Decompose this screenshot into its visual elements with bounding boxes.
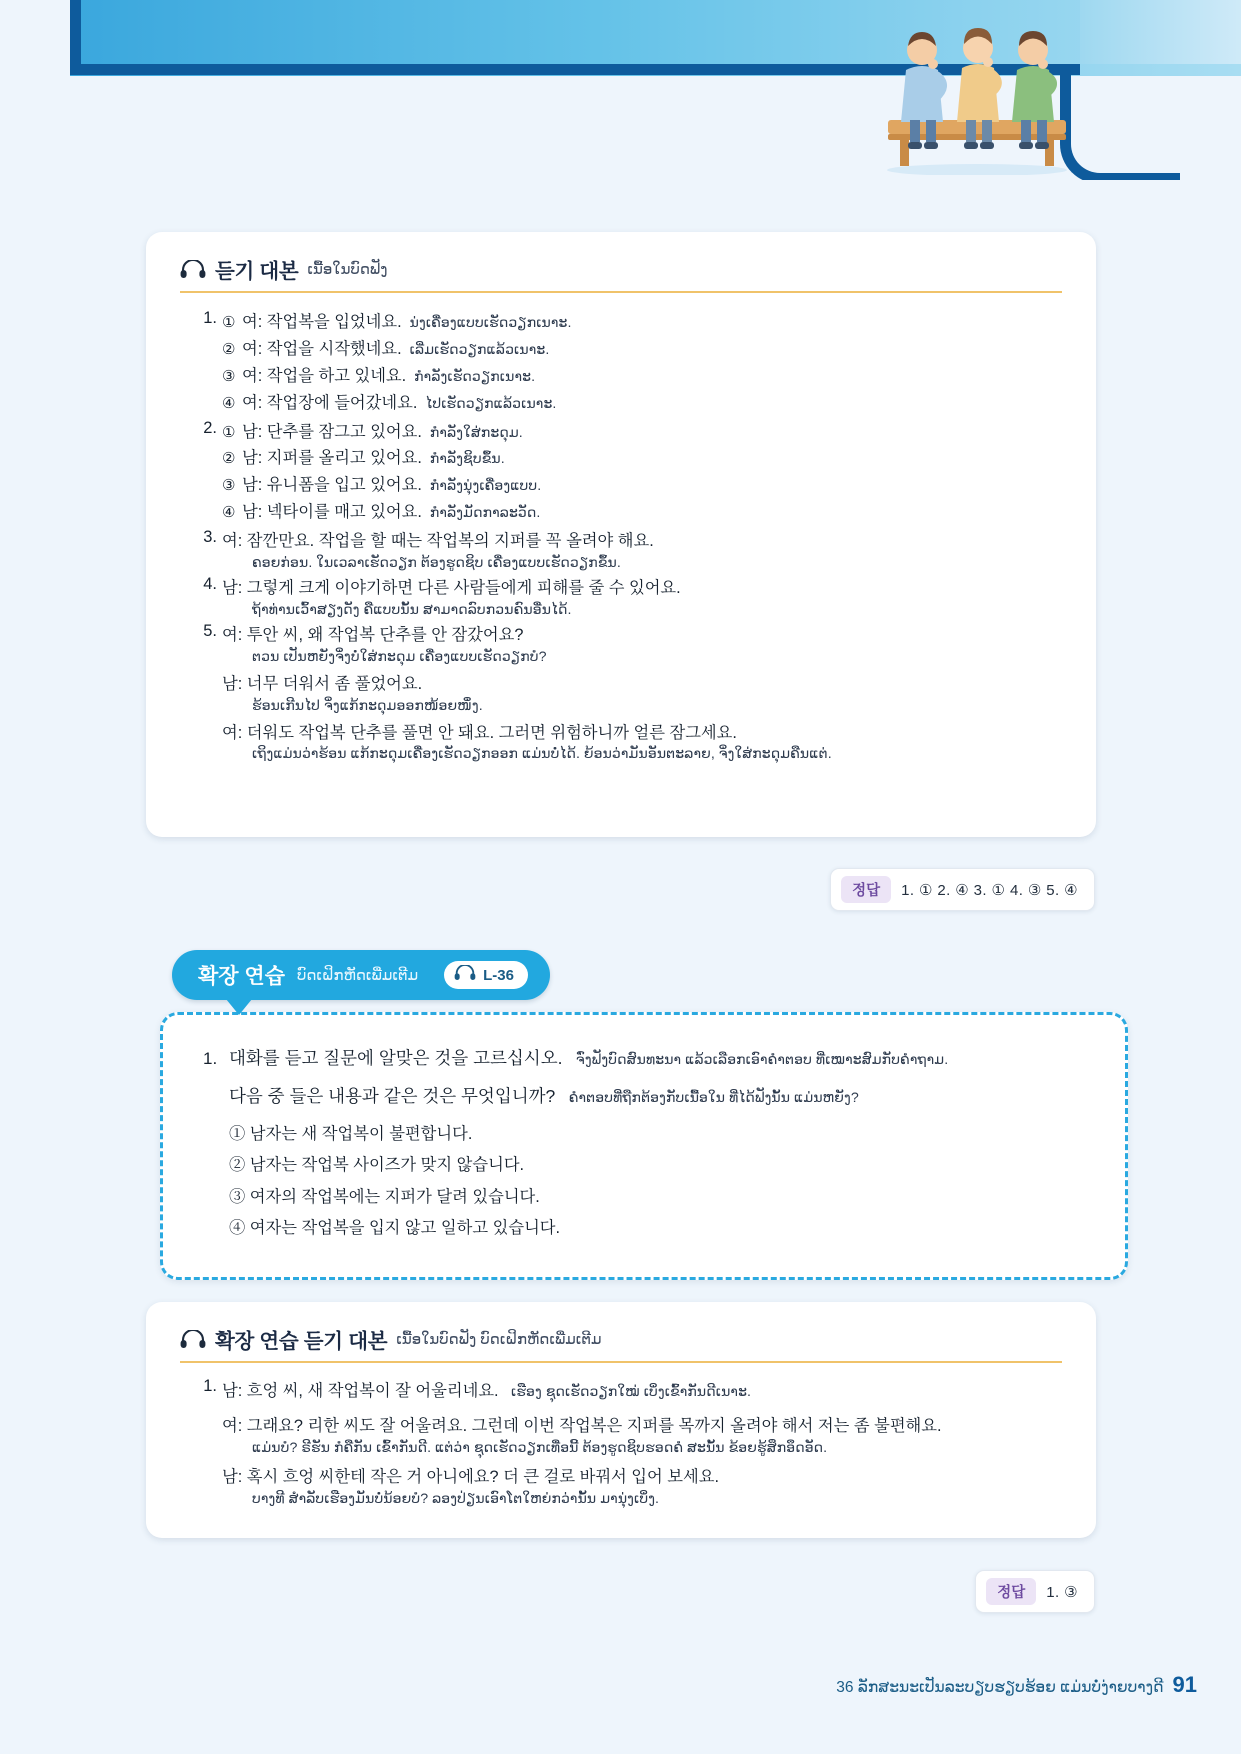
script-line-lo: ຮ້ອນເກີນໄປ ຈິ່ງແກ້ກະດຸມອອກໜ້ອຍໜຶ່ງ. [252, 697, 483, 714]
script-line-ko: 혹시 흐엉 씨한테 작은 거 아니에요? 더 큰 걸로 바꿔서 입어 보세요. [246, 1467, 719, 1486]
script-item [190, 309, 1056, 417]
sub-marker: ③ [222, 367, 236, 385]
answer-box [830, 868, 1095, 911]
script-item [190, 575, 1056, 618]
answer-label: 정답 [841, 876, 891, 903]
sub-line-lo: ກໍາລັງຊິບຂຶ້ນ. [429, 451, 505, 468]
listening-script-title-ko: 듣기 대본 [215, 260, 299, 283]
answer-label: 정답 [986, 1578, 1036, 1605]
headphone-icon [180, 260, 206, 278]
item-number: 1. [203, 309, 217, 327]
answer-choice[interactable]: ② 남자는 작업복 사이즈가 맞지 않습니다. [229, 1156, 525, 1175]
sub-line-lo: ກໍາລັງມັດກາລະວັດ. [429, 505, 541, 522]
sub-line-ko: 남: 단추를 잠그고 있어요. [242, 422, 422, 441]
script-line-ko: 흐엉 씨, 새 작업복이 잘 어울리네요. [246, 1382, 499, 1400]
extension-script-header [180, 1324, 1062, 1363]
script-line-lo: ເຮືອງ ຊຸດເຮັດວຽກໃໝ່ ເບິ່ງເຂົ້າກັນດີເນາະ. [511, 1384, 751, 1400]
extension-script-title-lo: ເນື້ອໃນບົດຟັງ ບົດເຝິກຫັດເພີ່ມເຕີມ [396, 1331, 602, 1348]
script-item [190, 622, 1056, 763]
script-line-lo: ເຖິງແມ່ນວ່າຮ້ອນ ແກ້ກະດຸມເຄື່ອງເຮັດວຽກອອກ ແມ່ນບໍ່ໄດ້. ຍ້ອນວ່າມັນອັນຕະລາຍ, ຈິ່ງໃສ່ກະດຸມຄືນແຕ່. [252, 746, 832, 763]
script-line-lo: ບາງທີ ສໍາລັບເຮືອງມັນບໍ່ນ້ອຍບໍ? ລອງປ່ຽນເອົາໂຕໃຫຍ່ກວ່ານັ້ນ ມານຸ່ງເບິ່ງ. [252, 1490, 659, 1507]
footer-text: 36 ລັກສະນະເປັນລະບຽບຮຽບຮ້ອຍ ແມ່ນບໍ່ງ່າຍບາງດີ [836, 1679, 1164, 1696]
item-number: 3. [203, 528, 217, 546]
headphone-icon [180, 1330, 206, 1348]
script-line-ko: 여: 투안 씨, 왜 작업복 단추를 안 잠갔어요? [222, 625, 524, 644]
speaker-label: 여: [222, 1416, 243, 1435]
extension-practice-card [160, 1012, 1128, 1280]
item-number: 2. [203, 418, 217, 437]
speaker-label: 남: [222, 1382, 243, 1400]
item-number: 5. [203, 621, 217, 640]
script-item [190, 1377, 1056, 1507]
sub-marker: ① [222, 423, 236, 441]
sub-line-lo: ກໍາລັງເຮັດວຽກເນາະ. [414, 368, 536, 385]
answer-box [975, 1570, 1095, 1613]
listening-script-title-lo: ເນື້ອໃນບົດຟັງ [307, 261, 388, 278]
extension-practice-title-lo: ບົດເຝິກຫັດເພີ່ມເຕີມ [296, 967, 419, 984]
sub-line-ko: 여: 작업복을 입었네요. [242, 313, 402, 331]
page-header-band [0, 0, 1241, 180]
extension-practice-title-ko: 확장 연습 [198, 965, 285, 988]
script-line-ko: 여: 더워도 작업복 단추를 풀면 안 돼요. 그러면 위험하니까 얼른 잠그세요. [222, 723, 737, 742]
script-line-ko: 여: 잠깐만요. 작업을 할 때는 작업복의 지퍼를 꼭 올려야 해요. [222, 532, 654, 550]
sub-line-lo: ໄປເຮັດວຽກແລ້ວເນາະ. [425, 395, 557, 412]
script-line-lo: ແມ່ນບໍ? ຣີຮັນ ກໍຄືກັນ ເຂົ້າກັນດີ. ແຕ່ວ່າ ຊຸດເຮັດວຽກເທື່ອນີ້ ຕ້ອງຮູດຊິບຮອດຄໍ ສະນັ້ນ ຂ້ອຍຮູ້ສຶກອຶດອັດ. [252, 1439, 828, 1456]
script-line-lo: ຕວນ ເປັນຫຍັງຈິ່ງບໍ່ໃສ່ກະດຸມ ເຄື່ອງແບບເຮັດວຽກບໍ? [252, 648, 547, 665]
tab-pointer [226, 999, 252, 1015]
sub-line-ko: 여: 작업장에 들어갔네요. [242, 393, 418, 412]
sub-marker: ① [222, 314, 236, 331]
sub-line-lo: ກໍາລັງນຸ່ງເຄື່ອງແບບ. [429, 478, 542, 495]
page-number: 91 [1172, 1672, 1197, 1697]
question-text-lo: ຈົ່ງຟັງບົດສົນທະນາ ແລ້ວເລືອກເອົາຄໍາຕອບ ທີ່ເໝາະສົມກັບຄໍາຖາມ. [575, 1052, 949, 1068]
sub-marker: ④ [222, 504, 236, 522]
answer-text: 1. ① 2. ④ 3. ① 4. ③ 5. ④ [901, 881, 1078, 899]
header-gradient-fade [1080, 0, 1241, 64]
sub-marker: ② [222, 340, 236, 358]
script-item [190, 528, 1056, 571]
sub-marker: ④ [222, 394, 236, 412]
sub-marker: ② [222, 450, 236, 468]
speaker-label: 남: [222, 1467, 243, 1486]
item-number: 4. [203, 574, 217, 593]
sub-line-ko: 남: 유니폼을 입고 있어요. [242, 476, 422, 495]
answer-choice[interactable]: ① 남자는 새 작업복이 불편합니다. [229, 1125, 473, 1143]
question-prompt-ko: 다음 중 들은 내용과 같은 것은 무엇입니까? [229, 1086, 556, 1106]
question-text-ko: 대화를 듣고 질문에 알맞은 것을 고르십시오. [229, 1048, 563, 1068]
sub-line-lo: ນ່ງເຄື່ອງແບບເຮັດວຽກເນາະ. [409, 315, 572, 331]
question-instruction [203, 1045, 1085, 1070]
script-line-ko: 남: 너무 더워서 좀 풀었어요. [222, 674, 423, 693]
question-prompt [229, 1083, 1085, 1108]
sub-marker: ③ [222, 477, 236, 495]
sub-line-ko: 여: 작업을 하고 있네요. [242, 366, 407, 385]
script-line-ko: 그래요? 리한 씨도 잘 어울려요. 그런데 이번 작업복은 지퍼를 목까지 올려야 해서 저는 좀 불편해요. [246, 1416, 942, 1435]
question-number: 1. [203, 1049, 218, 1068]
question-prompt-lo: ຄໍາຕອບທີ່ຖືກຕ້ອງກັບເນື້ອໃນ ທີ່ໄດ້ຟັງນັ້ນ ແມ່ນຫຍັງ? [568, 1090, 859, 1106]
sub-line-ko: 여: 작업을 시작했네요. [242, 339, 402, 358]
page-footer [836, 1672, 1197, 1698]
script-line-ko: 남: 그렇게 크게 이야기하면 다른 사람들에게 피해를 줄 수 있어요. [222, 578, 681, 597]
listening-script-card [146, 232, 1096, 837]
header-dark-line-left [70, 0, 81, 75]
listening-script-body [146, 293, 1096, 786]
extension-script-card [146, 1302, 1096, 1538]
extension-script-title-ko: 확장 연습 듣기 대본 [215, 1330, 388, 1353]
sub-line-ko: 남: 넥타이를 매고 있어요. [242, 503, 422, 522]
extension-script-body [146, 1363, 1096, 1531]
sub-line-lo: ເລີ່ມເຮັດວຽກແລ້ວເນາະ. [409, 341, 550, 358]
audio-track-label: L-36 [483, 966, 514, 984]
script-line-lo: ຄອຍກ່ອນ. ໃນເວລາເຮັດວຽກ ຕ້ອງຮູດຊິບ ເຄື່ອງແບບເຮັດວຽກຂຶ້ນ. [252, 554, 621, 571]
sub-line-ko: 남: 지퍼를 올리고 있어요. [242, 449, 422, 468]
answer-text: 1. ③ [1046, 1583, 1078, 1601]
script-line-lo: ຖ້າທ່ານເວົ້າສຽງດັງ ຄືແບບນັ້ນ ສາມາດລົບກວນຄົນອື່ນໄດ້. [252, 601, 572, 618]
sub-line-lo: ກໍາລັງໃສ່ກະດຸມ. [429, 424, 523, 441]
extension-question-body [163, 1015, 1125, 1272]
script-item [190, 419, 1056, 527]
audio-track-badge[interactable] [444, 961, 528, 989]
answer-choice[interactable]: ④ 여자는 작업복을 입지 않고 일하고 있습니다. [229, 1219, 561, 1238]
answer-choice[interactable]: ③ 여자의 작업복에는 지퍼가 달려 있습니다. [229, 1187, 540, 1206]
item-number: 1. [203, 1377, 217, 1395]
headphone-icon [454, 965, 476, 985]
listening-script-header [180, 254, 1062, 293]
three-people-on-bench-illustration [880, 20, 1080, 175]
extension-practice-tab[interactable] [172, 950, 550, 1000]
